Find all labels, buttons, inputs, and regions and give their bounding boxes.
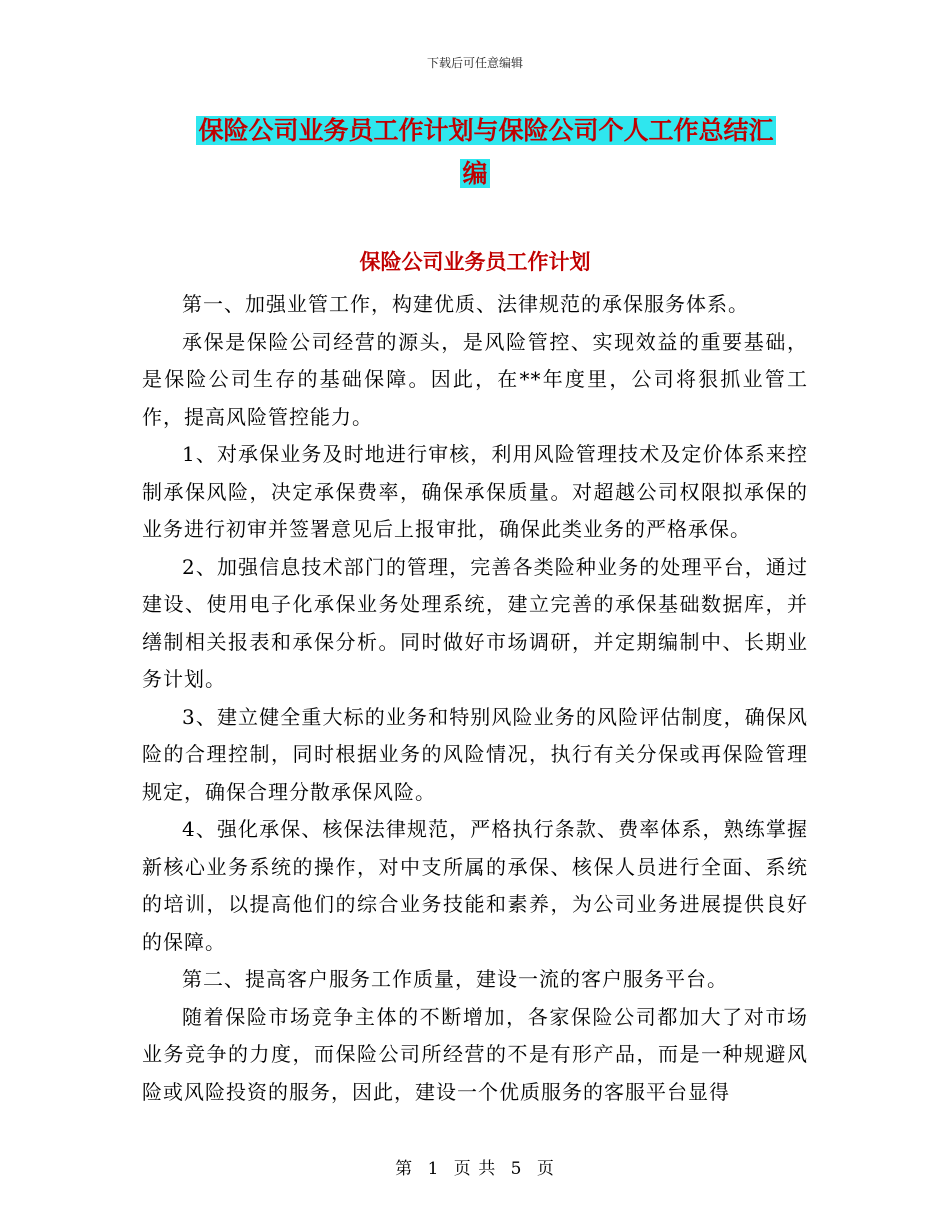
paragraph: 承保是保险公司经营的源头，是风险管控、实现效益的重要基础，是保险公司生存的基础保障。因此，在**年度里，公司将狠抓业管工作，提高风险管控能力。 <box>142 329 808 429</box>
page-mid: 页 共 <box>453 1159 497 1179</box>
paragraph: 4、强化承保、核保法律规范，严格执行条款、费率体系，熟练掌握新核心业务系统的操作，对中支所属的承保、核保人员进行全面、系统的培训，以提高他们的综合业务技能和素养，为公司业务进展提供良好的保障。 <box>142 817 808 954</box>
document-title-text-2: 编 <box>462 159 488 188</box>
page-footer <box>0 1154 950 1179</box>
paragraph: 2、加强信息技术部门的管理，完善各类险种业务的处理平台，通过建设、使用电子化承保业务处理系统，建立完善的承保基础数据库，并缮制相关报表和承保分析。同时做好市场调研，并定期编制中、长期业务计划。 <box>142 554 808 691</box>
paragraph: 1、对承保业务及时地进行审核，利用风险管理技术及定价体系来控制承保风险，决定承保费率，确保承保质量。对超越公司权限拟承保的业务进行初审并签署意见后上报审批，确保此类业务的严格承保。 <box>142 442 808 541</box>
paragraph: 第一、加强业管工作，构建优质、法律规范的承保服务体系。 <box>182 292 749 316</box>
header-note: 下载后可任意编辑 <box>426 56 523 70</box>
section-title: 保险公司业务员工作计划 <box>359 250 591 274</box>
paragraph: 3、建立健全重大标的业务和特别风险业务的风险评估制度，确保风险的合理控制，同时根据业务的风险情况，执行有关分保或再保险管理规定，确保合理分散承保风险。 <box>142 704 808 804</box>
page-total: 5 <box>510 1159 523 1179</box>
document-title-text-1: 保险公司业务员工作计划与保险公司个人工作总结汇 <box>198 116 774 145</box>
page-prefix: 第 <box>395 1159 414 1179</box>
document-title-line-2 <box>0 155 950 193</box>
paragraph: 随着保险市场竞争主体的不断增加，各家保险公司都加大了对市场业务竞争的力度，而保险公司所经营的不是有形产品，而是一种规避风险或风险投资的服务，因此，建设一个优质服务的客服平台显得 <box>142 1004 808 1104</box>
page-suffix: 页 <box>536 1159 555 1179</box>
page-current: 1 <box>427 1159 440 1179</box>
document-title-line-1 <box>0 112 950 150</box>
document-body <box>142 286 808 1111</box>
paragraph: 第二、提高客户服务工作质量，建设一流的客户服务平台。 <box>182 967 728 991</box>
